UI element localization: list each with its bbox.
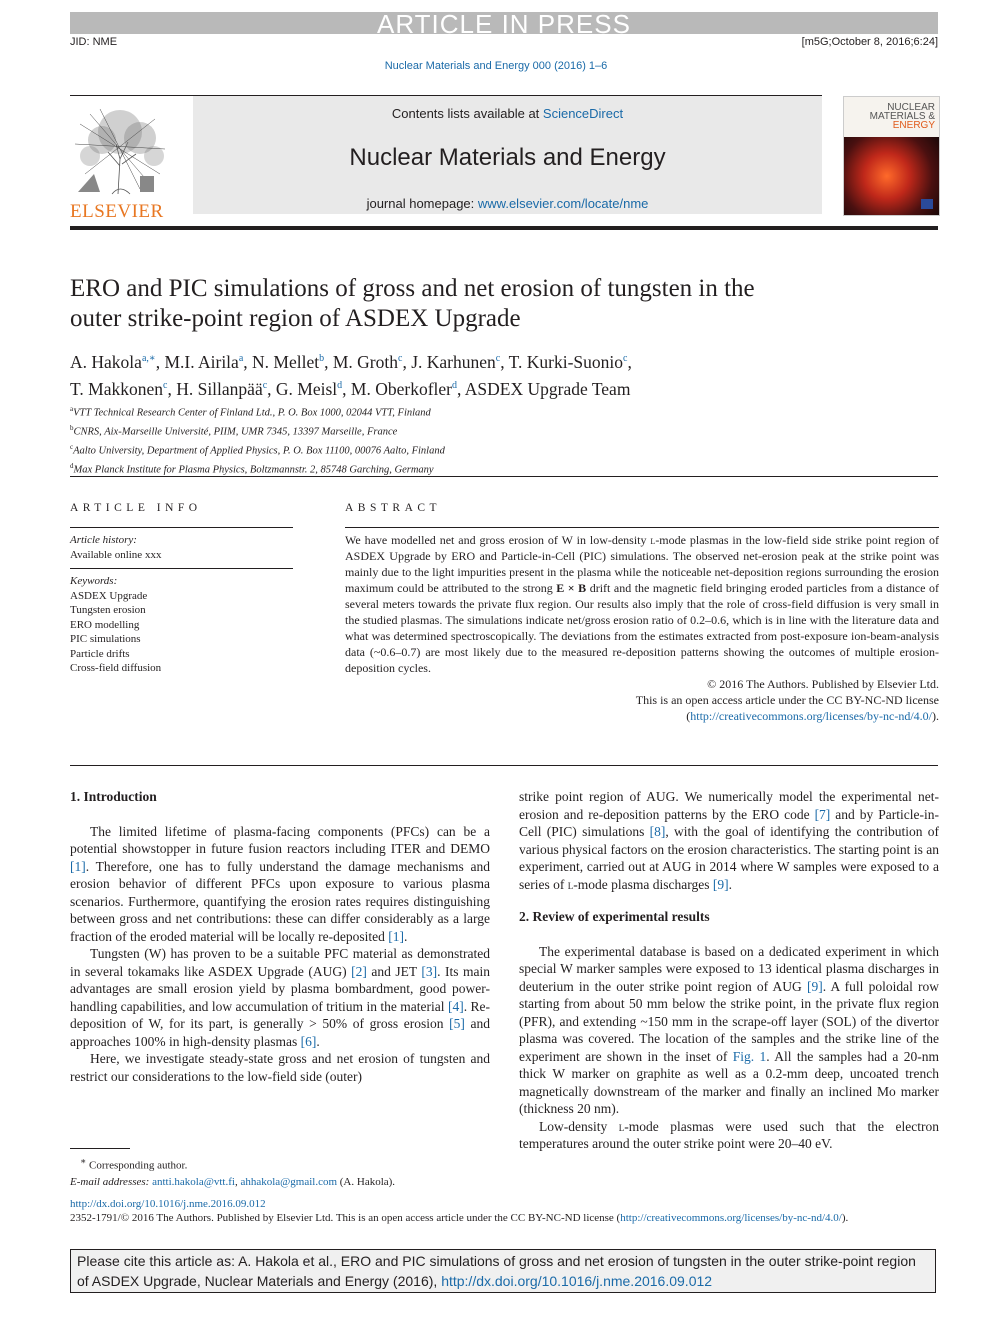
journal-cover[interactable]: [843, 96, 940, 216]
citation-text: Please cite this article as: A. Hakola et al., ERO and PIC simulations of gross and net erosion of tungsten in the outer strike-point region of ASDEX Upgrade, Nuclear Materials and Energy (2016),: [77, 1253, 916, 1289]
author-separator: ,: [243, 351, 253, 372]
author-affiliation-mark[interactable]: d: [452, 379, 457, 391]
footer-license-link[interactable]: http://creativecommons.org/licenses/by-nc-nd/4.0/: [620, 1212, 842, 1224]
section-2-paragraph-2: [519, 1118, 939, 1153]
citation-box: [70, 1249, 936, 1293]
title-line-1: ERO and PIC simulations of gross and net erosion of tungsten in the: [70, 275, 755, 302]
l-mode-smallcaps-3: l: [618, 1118, 625, 1134]
intro-p1-c: .: [404, 928, 408, 944]
author-separator: ,: [324, 351, 333, 372]
history-label: Article history:: [70, 534, 137, 546]
intro-p2-b: and JET: [366, 963, 422, 979]
ref-8[interactable]: [8]: [649, 824, 666, 839]
s2-p2-a: Low-density: [539, 1118, 619, 1134]
author-affiliation-mark[interactable]: c: [495, 353, 501, 364]
affiliation-text: Max Planck Institute for Plasma Physics, Boltzmannstr. 2, 85748 Garching, Germany: [73, 464, 434, 476]
author-separator: ,: [500, 351, 509, 372]
citation-doi-link[interactable]: http://dx.doi.org/10.1016/j.nme.2016.09.012: [441, 1273, 713, 1289]
article-in-press-banner: ARTICLE IN PRESS: [70, 12, 938, 34]
affiliation-mark: c: [70, 443, 74, 451]
cont-p1-e: .: [728, 876, 732, 892]
author-name: M. Oberkofler: [350, 378, 452, 399]
article-info-heading: ARTICLE INFO: [70, 502, 202, 514]
divider-rule: [70, 476, 938, 477]
issn-line: [70, 1212, 950, 1224]
intro-paragraph-1: [70, 823, 490, 946]
cover-title-line2: MATERIALS &: [869, 111, 935, 122]
keyword-list: [70, 589, 293, 676]
section-1-heading: 1. Introduction: [70, 789, 157, 804]
author-affiliation-mark[interactable]: d: [337, 379, 343, 391]
sciencedirect-link[interactable]: ScienceDirect: [542, 106, 624, 121]
ref-6[interactable]: [6]: [300, 1033, 317, 1049]
title-line-2: outer strike-point region of ASDEX Upgrade: [70, 305, 521, 332]
keyword: Cross-field diffusion: [70, 662, 162, 674]
footnote-rule: [70, 1148, 130, 1149]
l-mode-smallcaps-2: l: [567, 876, 574, 892]
affiliation-text: CNRS, Aix-Marseille Université, PIIM, UMR 7345, 13397 Marseille, France: [73, 426, 398, 438]
homepage-prefix: journal homepage:: [366, 196, 478, 211]
email-separator: ,: [234, 1175, 241, 1188]
homepage-link[interactable]: www.elsevier.com/locate/nme: [477, 196, 649, 211]
abstract-heading: ABSTRACT: [345, 502, 442, 514]
email-owner: (A. Hakola).: [337, 1175, 396, 1188]
author-name: ASDEX Upgrade Team: [464, 378, 631, 399]
footnotes: [70, 1153, 490, 1190]
author-affiliation-mark[interactable]: b: [319, 353, 325, 364]
affiliation-text: Aalto University, Department of Applied Physics, P. O. Box 11100, 00076 Aalto, Finland: [73, 445, 445, 457]
l-mode-smallcaps: l: [650, 533, 656, 547]
abstract-text: We have modelled net and gross erosion of W in low-density l-mode plasmas in the low-field side strike point region of ASDEX Upgrade by ERO and Particle-in-Cell (PIC) simulations. The observed net-erosion peak at the strike point was mainly due to the light impurities present in the plasma while the noticeable net-deposition regions surrounding the erosion maximum could be attributed to the strong E × B drift and the magnetic field bringing eroded particles from a distance of several meters towards the private flux region. Our results also imply that the role of cross-field diffusion is very small in the studied plasmas. The simulations indicate net/gross erosion ratio of 0.2–0.6, which is in line with the literature data and what was determined spectroscopically. The deviations from the estimates extracted from post-exposure ion-beam-analysis data (~0.6–0.7) are most likely due to the measured re-deposition patterns showing the outcomes of multiple erosion-deposition cycles. © 2016 The Authors. Published by Elsevier Ltd. This is an open access article under the CC BY-NC-ND license (http://creativecommons.org/licenses/by-nc-nd/4.0/).: [345, 533, 940, 723]
elsevier-logo[interactable]: [70, 104, 172, 222]
cover-badge-icon: [921, 199, 933, 209]
journal-name: Nuclear Materials and Energy: [349, 144, 666, 171]
abstract-part-c: drift and the magnetic field bringing eroded particles from a distance of several meters towards the private flux region. Our results also imply that the role of cross-field diffusion is very small in the studied plasmas. The simulations indicate net/gross erosion ratio of 0.2–0.6, which is in line with the literature data and what was determined spectroscopically. The deviations from the estimates extracted from post-exposure ion-beam-analysis data (~0.6–0.7) are most likely due to the measured re-deposition patterns showing the outcomes of multiple erosion-deposition cycles.: [345, 581, 939, 675]
affiliation: [70, 402, 930, 421]
abstract-copyright: © 2016 The Authors. Published by Elsevier Ltd.: [707, 677, 939, 691]
ref-9[interactable]: [9]: [712, 876, 729, 892]
doi-link[interactable]: http://dx.doi.org/10.1016/j.nme.2016.09.012: [70, 1198, 266, 1210]
affiliation: [70, 421, 930, 440]
affiliation-mark: a: [70, 405, 74, 413]
affiliation-text: VTT Technical Research Center of Finland Ltd., P. O. Box 1000, 02044 VTT, Finland: [73, 407, 431, 419]
keyword: PIC simulations: [70, 633, 141, 645]
cont-p1-b: and by Particle-in-Cell (PIC) simulations: [519, 806, 939, 839]
history-value: Available online xxx: [70, 548, 162, 561]
ref-2[interactable]: [2]: [351, 963, 367, 979]
s2-p1-a: The experimental database is based on a dedicated experiment in which special W marker samples were exposed to 13 identical plasma discharges in deuterium in the outer strike point region of AUG: [519, 943, 939, 994]
issn-tail: ).: [841, 1212, 849, 1224]
intro-p2-a: Tungsten (W) has proven to be a suitable PFC material as demonstrated in several tokamaks like ASDEX Upgrade (AUG): [70, 946, 490, 979]
s2-p1-c: . All the samples had a 20-nm thick W marker on graphite as well as a 0.2-mm deep, uncoated trench magnetically downstream of the marker and finally an inclined Mo marker (thickness 20 nm).: [519, 1048, 939, 1116]
build-meta: [m5G;October 8, 2016;6:24]: [801, 36, 938, 48]
ref-4[interactable]: [4]: [447, 998, 464, 1014]
right-column: [519, 788, 939, 1153]
footnote-star: ∗: [80, 1156, 87, 1166]
email-link-2[interactable]: ahhakola@gmail.com: [240, 1175, 338, 1188]
author-affiliation-mark[interactable]: c: [262, 379, 268, 391]
email-link-1[interactable]: antti.hakola@vtt.fi: [152, 1175, 235, 1188]
author-name: M. Groth: [332, 351, 398, 372]
author-affiliation-mark[interactable]: c: [397, 353, 403, 364]
intro-p1-a: The limited lifetime of plasma-facing components (PFCs) can be a potential showstopper in future fusion reactors including ITER and DEMO: [70, 823, 490, 856]
author-list: [70, 347, 930, 401]
ref-9b[interactable]: [9]: [806, 978, 823, 994]
abstract-part-a: We have modelled net and gross erosion of W in low-density: [345, 533, 651, 547]
masthead-box: [193, 96, 822, 214]
keyword: Tungsten erosion: [70, 604, 146, 616]
author-separator: ,: [267, 378, 276, 399]
ref-7[interactable]: [7]: [814, 806, 831, 822]
ref-3[interactable]: [3]: [421, 963, 438, 979]
author-name: M.I. Airila: [164, 351, 239, 372]
journal-id: JID: NME: [70, 36, 118, 48]
issn-text: 2352-1791/© 2016 The Authors. Published by Elsevier Ltd. This is an open access article under the CC BY-NC-ND license (: [70, 1212, 621, 1224]
ref-1b[interactable]: [1]: [388, 928, 404, 944]
author-separator: ,: [342, 378, 351, 399]
affiliation-mark: b: [70, 424, 74, 432]
author-name: T. Makkonen: [70, 378, 163, 399]
s2-p2-b: -mode plasmas were used such that the electron temperatures around the outer strike point were 20–40 eV.: [519, 1118, 939, 1151]
elsevier-tree-icon: [70, 104, 172, 196]
article-title: [70, 274, 830, 334]
author-name: H. Sillanpää: [176, 378, 263, 399]
author-separator: ,: [167, 378, 177, 399]
left-column: [70, 788, 490, 1085]
body-top-rule: [70, 765, 938, 766]
ref-1[interactable]: [1]: [70, 858, 86, 874]
affiliation: [70, 440, 930, 459]
masthead-bottom-rule: [70, 226, 938, 230]
affiliation-list: [70, 402, 930, 478]
author-separator: ,: [402, 351, 412, 372]
intro-paragraph-3-cont: [519, 788, 939, 893]
author-separator: ,: [627, 351, 632, 372]
intro-p2-d: . Re-deposition of W, for its part, is generally > 50% of gross erosion: [70, 998, 490, 1031]
author-affiliation-mark[interactable]: c: [163, 379, 168, 391]
intro-paragraph-3: Here, we investigate steady-state gross and net erosion of tungsten and restrict our considerations to the low-field side (outer): [70, 1051, 490, 1084]
license-link[interactable]: http://creativecommons.org/licenses/by-nc-nd/4.0/: [690, 709, 932, 723]
author-separator: ,: [155, 351, 165, 372]
keywords-label: Keywords:: [70, 575, 118, 587]
keyword: Particle drifts: [70, 647, 130, 660]
section-2-heading: 2. Review of experimental results: [519, 909, 710, 924]
intro-p2-f: .: [316, 1033, 320, 1049]
intro-p2-c: . Its main advantages are small erosion yield by plasma bombardment, good power-handling capabilities, and low accumulation of tritium in the material: [70, 963, 490, 1014]
abstract-part-b: -mode plasmas in the low-field side strike point region of ASDEX Upgrade by ERO and Particle-in-Cell (PIC) simulations. The observed net-erosion peak at the strike point was mainly due to the light impurities present in the plasma while the noticeable net-deposition regions surrounding the erosion maximum could be attributed to the strong: [345, 533, 940, 595]
cover-title-line1: NUCLEAR: [887, 102, 935, 113]
author-name: N. Mellet: [252, 351, 320, 372]
intro-p1-b: . Therefore, one has to fully understand the damage mechanisms and erosion behavior of different PFCs upon exposure to various plasma scenarios. Furthermore, quantifying the erosion rates requires distinguishing between gross and net contributions: these can differ considerably as a large fraction of the eroded material will be locally re-deposited: [70, 858, 490, 944]
cover-title-line3: ENERGY: [892, 120, 935, 131]
author-affiliation-mark[interactable]: a,∗: [141, 353, 156, 364]
publisher-name: ELSEVIER: [70, 201, 164, 222]
intro-p2-e: and approaches 100% in high-density plasmas: [70, 1016, 490, 1049]
author-separator: ,: [457, 378, 465, 399]
keyword: ERO modelling: [70, 618, 140, 631]
corresponding-author-note: Corresponding author.: [88, 1159, 188, 1172]
cont-p1-d: -mode plasma discharges: [573, 876, 713, 892]
abstract-license: This is an open access article under the CC BY-NC-ND license: [635, 693, 939, 707]
keywords-rule: [70, 568, 293, 569]
cont-p1-a: strike point region of AUG. We numerically model the experimental net-erosion and re-deposition patterns by the ERO code: [519, 789, 939, 822]
s2-p1-b: . A full poloidal row starting from about 50 mm below the strike point, in the private flux region (PFR), and extending ~150 mm in the scrape-off layer (SOL) of the divertor plasma was covered. The location of the samples and the strike line of the experiment are shown in the inset of: [519, 978, 939, 1064]
ref-5[interactable]: [5]: [449, 1016, 465, 1031]
intro-paragraph-2: [70, 945, 490, 1050]
author-name: G. Meisl: [275, 378, 338, 399]
section-2-paragraph-1: [519, 943, 939, 1118]
info-rule: [70, 527, 293, 528]
author-affiliation-mark[interactable]: a: [238, 353, 244, 364]
email-label: E-mail addresses:: [70, 1175, 153, 1188]
abstract-rule: [345, 527, 939, 528]
exb-drift: E × B: [556, 581, 587, 595]
author-affiliation-mark[interactable]: c: [623, 353, 628, 364]
affiliation-mark: d: [70, 462, 74, 470]
journal-reference[interactable]: Nuclear Materials and Energy 000 (2016) 1–6: [384, 60, 608, 72]
cont-p1-c: , with the goal of identifying the contribution of various physical factors on the erosion characteristics. The starting point is an experiment, carried out at AUG in 2014 where W samples were exposed to a series of: [519, 824, 940, 892]
fig-1-link[interactable]: Fig. 1: [732, 1048, 767, 1064]
author-name: T. Kurki-Suonio: [508, 351, 624, 372]
author-name: J. Karhunen: [411, 351, 496, 372]
author-name: A. Hakola: [70, 351, 142, 372]
contents-prefix: Contents lists available at: [391, 106, 543, 121]
keyword: ASDEX Upgrade: [70, 589, 148, 602]
